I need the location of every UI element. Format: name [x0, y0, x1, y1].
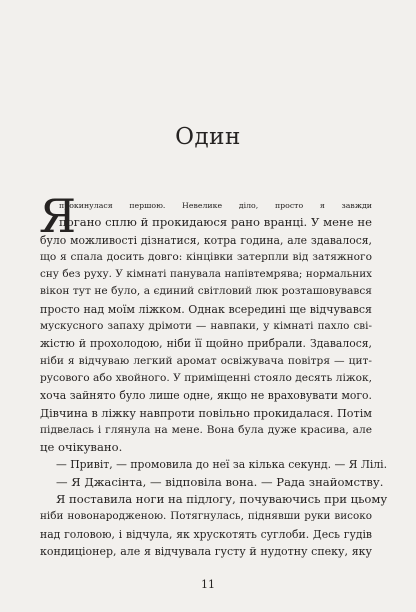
paragraph-line: ніби я відчуваю легкий аромат освіжувача повітря — цит-	[40, 354, 372, 367]
paragraph-line: вікон тут не було, а єдиний світловий люк розташовувався	[40, 285, 372, 298]
paragraph-line: кондиціонер, але я відчувала густу й нудотну спеку, яку	[40, 544, 372, 558]
paragraph-line: що я спала досить довго: кінцівки затерпли від затяжного	[40, 250, 372, 263]
paragraph-line: сну без руху. У кімнаті панувала напівтемрява; нормальних	[40, 268, 372, 281]
paragraph-line: над головою, і відчула, як хрускотять суглоби. Десь гудів	[40, 527, 372, 541]
paragraph-line: Дівчина в ліжку навпроти повільно прокидалася. Потім	[40, 406, 372, 420]
line-text: прокинулася першою. Невелике діло, просто я завжди	[59, 201, 372, 210]
paragraph-line: підвелась і глянула на мене. Вона була дуже красива, але	[40, 423, 372, 436]
paragraph-line: жістю й прохолодою, ніби її щойно прибрали. Здавалося,	[40, 337, 372, 351]
paragraph-line: Я поставила ноги на підлогу, почуваючись при цьому	[56, 492, 388, 507]
chapter-body-text	[39, 189, 388, 560]
paragraph-line: просто над моїм ліжком. Однак всередині ще відчувався	[40, 302, 372, 316]
paragraph-line: ніби новонародженою. Потягнулась, піднявши руки високо	[40, 510, 372, 523]
paragraph-line: хоча зайнято було лише одне, якщо не враховувати мого.	[40, 389, 372, 403]
paragraph-line: мускусного запаху дрімоти — навпаки, у кімнаті пахло сві-	[40, 320, 372, 333]
dialogue-line: — Я Джасінта, — відповіла вона. — Рада знайомству.	[56, 474, 384, 489]
paragraph-line: це очікувано.	[40, 440, 123, 455]
chapter-title: Один	[175, 124, 241, 150]
paragraph-line: погано сплю й прокидаюся рано вранці. У мене не	[59, 215, 372, 230]
dialogue-line: — Привіт, — промовила до неї за кілька секунд. — Я Лілі.	[56, 458, 388, 472]
drop-cap: Я	[39, 189, 77, 243]
page-number: 11	[201, 578, 215, 591]
paragraph-line: було можливості дізнатися, котра година, але здавалося,	[40, 233, 372, 247]
paragraph-line: русового або хвойного. У приміщенні стояло десять ліжок,	[40, 371, 372, 384]
